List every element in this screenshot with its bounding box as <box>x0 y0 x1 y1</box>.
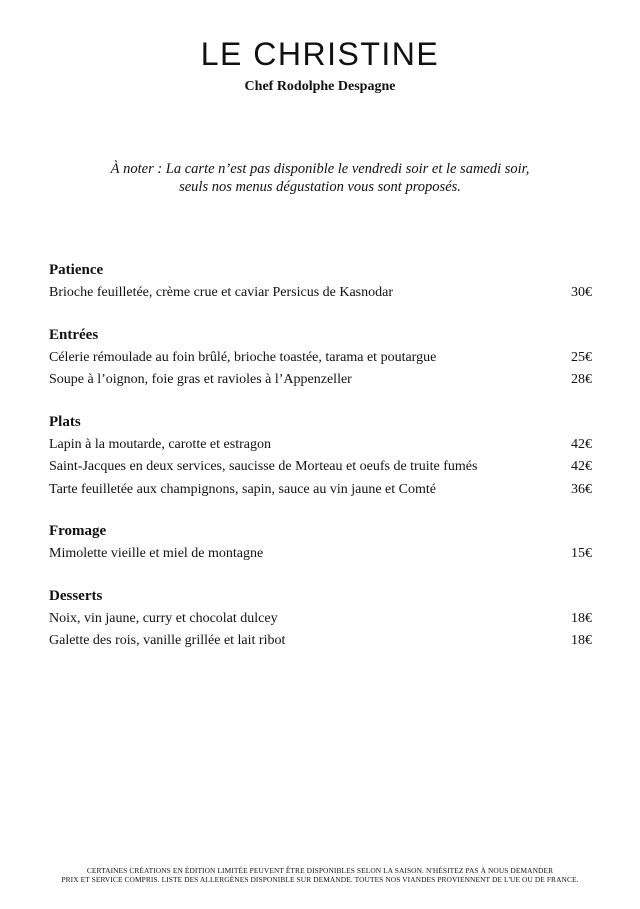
menu-list <box>49 260 592 673</box>
section-title: Entrées <box>49 326 99 343</box>
item-price: 28€ <box>571 372 592 387</box>
note-line-1: À noter : La carte n’est pas disponible le vendredi soir et le samedi soir, <box>110 161 530 177</box>
availability-note <box>0 160 640 196</box>
restaurant-title: LE CHRISTINE <box>200 36 440 72</box>
item-name: Saint-Jacques en deux services, saucisse de Morteau et oeufs de truite fumés <box>49 459 478 474</box>
item-name: Brioche feuilletée, crème crue et caviar Persicus de Kasnodar <box>49 285 393 300</box>
item-name: Noix, vin jaune, curry et chocolat dulcey <box>49 610 278 626</box>
item-name: Mimolette vieille et miel de montagne <box>49 546 264 561</box>
menu-section-fromage <box>49 521 592 566</box>
footer-disclaimer <box>0 866 640 884</box>
chef-name: Chef Rodolphe Despagne <box>244 79 396 94</box>
menu-item <box>49 630 592 653</box>
section-title: Desserts <box>49 587 103 604</box>
item-price: 18€ <box>571 610 592 626</box>
item-price: 25€ <box>571 349 592 365</box>
item-price: 42€ <box>571 459 592 474</box>
item-price: 15€ <box>571 546 592 561</box>
menu-section-plats <box>49 412 592 502</box>
item-price: 36€ <box>571 481 592 497</box>
menu-section-entrees <box>49 325 592 392</box>
item-name: Célerie rémoulade au foin brûlé, brioche toastée, tarama et poutargue <box>49 349 437 365</box>
menu-item <box>49 347 592 370</box>
menu-item <box>49 543 592 566</box>
item-price: 42€ <box>571 436 592 452</box>
note-line-2: seuls nos menus dégustation vous sont proposés. <box>179 179 461 195</box>
item-name: Galette des rois, vanille grillée et lait ribot <box>49 633 286 648</box>
section-title: Patience <box>49 262 104 278</box>
item-price: 30€ <box>571 285 592 300</box>
menu-item <box>49 282 592 305</box>
item-name: Tarte feuilletée aux champignons, sapin, sauce au vin jaune et Comté <box>49 481 436 497</box>
menu-item <box>49 369 592 392</box>
footer-line-1: CERTAINES CRÉATIONS EN ÉDITION LIMITÉE PEUVENT ÊTRE DISPONIBLES SELON LA SAISON. N'HÉSITEZ PAS À NOUS DEMANDER <box>86 866 554 875</box>
menu-item <box>49 608 592 631</box>
footer-line-2: PRIX ET SERVICE COMPRIS. LISTE DES ALLERGÈNES DISPONIBLE SUR DEMANDE. TOUTES NOS VIANDES PROVIENNENT DE L'UE OU DE FRANCE. <box>61 875 579 884</box>
menu-item <box>49 434 592 457</box>
item-price: 18€ <box>571 633 592 648</box>
section-title: Fromage <box>49 523 107 539</box>
section-title: Plats <box>49 413 81 430</box>
menu-item <box>49 456 592 479</box>
item-name: Lapin à la moutarde, carotte et estragon <box>49 436 271 452</box>
menu-section-desserts <box>49 586 592 653</box>
item-name: Soupe à l’oignon, foie gras et ravioles à l’Appenzeller <box>49 372 352 387</box>
menu-section-patience <box>49 260 592 305</box>
menu-item <box>49 479 592 502</box>
